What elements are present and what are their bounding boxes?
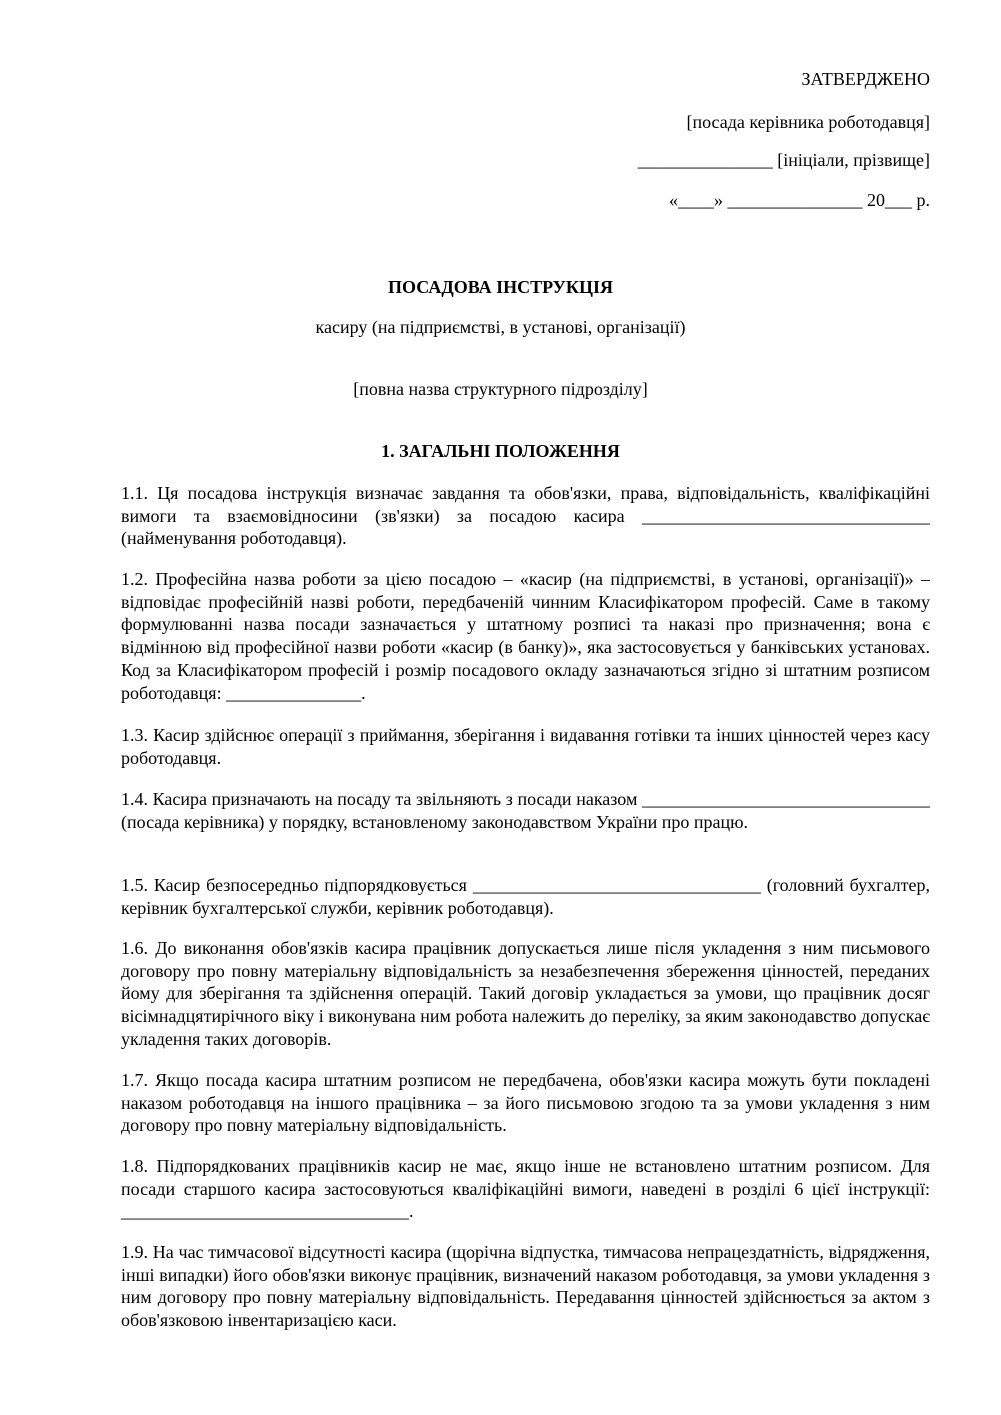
paragraph-1-7: 1.7. Якщо посада касира штатним розписом не передбачена, обов'язки касира можуть бути покладені наказом роботодавця на іншого працівника – за його письмовою згодою та за умови укладення з ним договору про повну матеріальну відповідальність.	[121, 1070, 930, 1136]
paragraph-1-4: 1.4. Касира призначають на посаду та звільняють з посади наказом ________________________________ (посада керівника) у порядку, встановленому законодавством України про працю.	[121, 789, 930, 832]
approval-date-line: «____» _______________ 20___ р.	[669, 190, 930, 210]
paragraph-1-8: 1.8. Підпорядкованих працівників касир не має, якщо інше не встановлено штатним розписом. Для посади старшого касира застосовуються кваліфікаційні вимоги, наведені в розділі 6 цієї інструкції: ________________________________.	[121, 1156, 930, 1222]
department-name: [повна назва структурного підрозділу]	[353, 379, 648, 399]
section-heading: 1. ЗАГАЛЬНІ ПОЛОЖЕННЯ	[381, 441, 620, 461]
document-title: ПОСАДОВА ІНСТРУКЦІЯ	[388, 277, 613, 297]
paragraph-1-1: 1.1. Ця посадова інструкція визначає завдання та обов'язки, права, відповідальність, кваліфікаційні вимоги та взаємовідносини (зв'язки) за посадою касира ________________________________ (найменування роботодавця).	[121, 483, 930, 549]
approver-position: [посада керівника роботодавця]	[686, 112, 930, 132]
paragraph-1-9: 1.9. На час тимчасової відсутності касира (щорічна відпустка, тимчасова непрацездатність, відрядження, інші випадки) його обов'язки виконує працівник, визначений наказом роботодавця, за умови укладення з ним договору про повну матеріальну відповідальність. Передавання цінностей здійснюється за актом з обов'язковою інвентаризацією каси.	[121, 1242, 930, 1331]
paragraph-1-5: 1.5. Касир безпосередньо підпорядковується ________________________________ (головний бухгалтер, керівник бухгалтерської служби, керівник роботодавця).	[121, 875, 930, 918]
document-subtitle: касиру (на підприємстві, в установі, організації)	[315, 317, 686, 337]
paragraph-1-2: 1.2. Професійна назва роботи за цією посадою – «касир (на підприємстві, в установі, організації)» – відповідає професійній назві роботи, передбаченій чинним Класифікатором професій. Саме в такому формулюванні назва посади зазначається у штатному розписі та наказі про призначення; вона є відмінною від професійної назви роботи «касир (в банку)», яка застосовується у банківських установах. Код за Класифікатором професій і розмір посадового окладу зазначаються згідно зі штатним розписом роботодавця: _______________.	[121, 569, 930, 703]
approver-signature-line: _______________ [ініціали, прізвище]	[637, 150, 930, 170]
approval-stamp-text: ЗАТВЕРДЖЕНО	[801, 69, 930, 89]
paragraph-1-6: 1.6. До виконання обов'язків касира працівник допускається лише після укладення з ним письмового договору про повну матеріальну відповідальність за незабезпечення збереження цінностей, переданих йому для зберігання та здійснення операцій. Такий договір укладається за умови, що працівник досяг вісімнадцятирічного віку і виконувана ним робота належить до переліку, за яким законодавство допускає укладення таких договорів.	[121, 938, 930, 1049]
paragraph-1-3: 1.3. Касир здійснює операції з приймання, зберігання і видавання готівки та інших цінностей через касу роботодавця.	[121, 725, 930, 768]
